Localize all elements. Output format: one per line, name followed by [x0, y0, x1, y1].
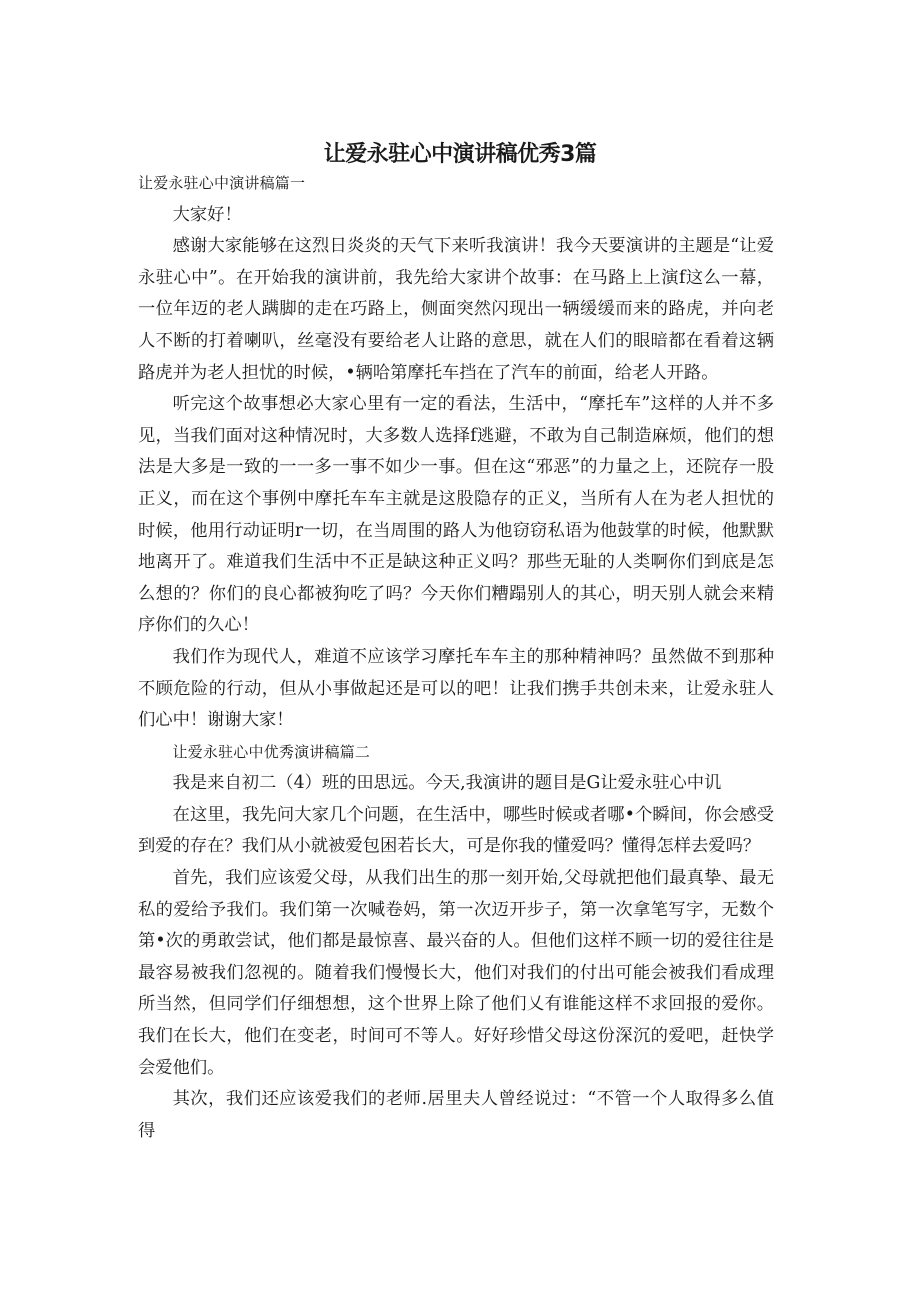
paragraph: 首先，我们应该爱父母，从我们出生的那一刻开始,父母就把他们最真挚、最无私的爱给予我们。我们第一次喊卷妈，第一次迈开步子，第一次拿笔写字，无数个第•次的勇敢尝试，他们都是最惊喜、最兴奋的人。但他们这样不顾一切的爱往往是最容易被我们忽视的。随着我们慢慢长大，他们对我们的付出可能会被我们看成理所当然，但同学们仔细想想，这个世界上除了他们乂有谁能这样不求回报的爱你。我们在长大，他们在变老，时间可不等人。好好珍惜父母这份深沉的爱吧，赶快学会爱他们。 [138, 868, 774, 1078]
paragraph: 感谢大家能够在这烈日炎炎的天气下来听我演讲！我今天要演讲的主题是“让爱永驻心中”。在开始我的演讲前，我先给大家讲个故事：在马路上上演f这么一幕，一位年迈的老人蹒脚的走在巧路上，侧面突然闪现出一辆缓缓而来的路虎，并向老人不断的打着喇叭，丝毫没有要给老人让路的意思，就在人们的眼暗都在看着这辆路虎并为老人担忧的时候，•辆哈第摩托车挡在了汽车的前面，给老人开路。 [138, 236, 774, 383]
document-body [138, 168, 774, 1147]
paragraph: 其次，我们还应该爱我们的老师.居里夫人曾经说过：“不管一个人取得多么值得 [138, 1089, 774, 1141]
paragraph-greeting: 大家好！ [172, 204, 242, 225]
paragraph: 我们作为现代人，难道不应该学习摩托车车主的那种精神吗？虽然做不到那种不顾危险的行动，但从小事做起还是可以的吧！让我们携手共创未来，让爱永驻人们心中！谢谢大家！ [138, 646, 774, 731]
document-title: 让爱永驻心中演讲稿优秀3篇 [323, 141, 597, 167]
paragraph: 听完这个故事想必大家心里有一定的看法，生活中，“摩托车”这样的人并不多见，当我们面对这种情况时，大多数人选择f逃避，不敢为自己制造麻烦，他们的想法是大多是一致的一一多一事不如少一事。但在这“邪恶”的力量之上，还院存一股正义，而在这个事例中摩托车车主就是这股隐存的正义，当所有人在为老人担忧的时候，他用行动证明r一切，在当周围的路人为他窃窃私语为他鼓掌的时候，他默默地离开了。难道我们生活中不正是缺这种正义吗？那些无耻的人类啊你们到底是怎么想的？你们的良心都被狗吃了吗？今天你们糟蹋别人的其心，明天别人就会来精序你们的久心！ [138, 394, 774, 636]
section-heading-1: 让爱永驻心中演讲稿篇一 [138, 174, 306, 192]
paragraph: 在这里，我先问大家几个问题，在生活中，哪些时候或者哪•个瞬间，你会感受到爱的存在？我们从小就被爱包困若长大，可是你我的懂爱吗？懂得怎样去爱吗？ [138, 804, 774, 857]
paragraph: 我是来自初二（4）班的田思远。今天,我演讲的题目是G让爱永驻心中讥 [172, 773, 722, 794]
section-heading-2: 让爱永驻心中优秀演讲稿篇二 [172, 742, 371, 761]
